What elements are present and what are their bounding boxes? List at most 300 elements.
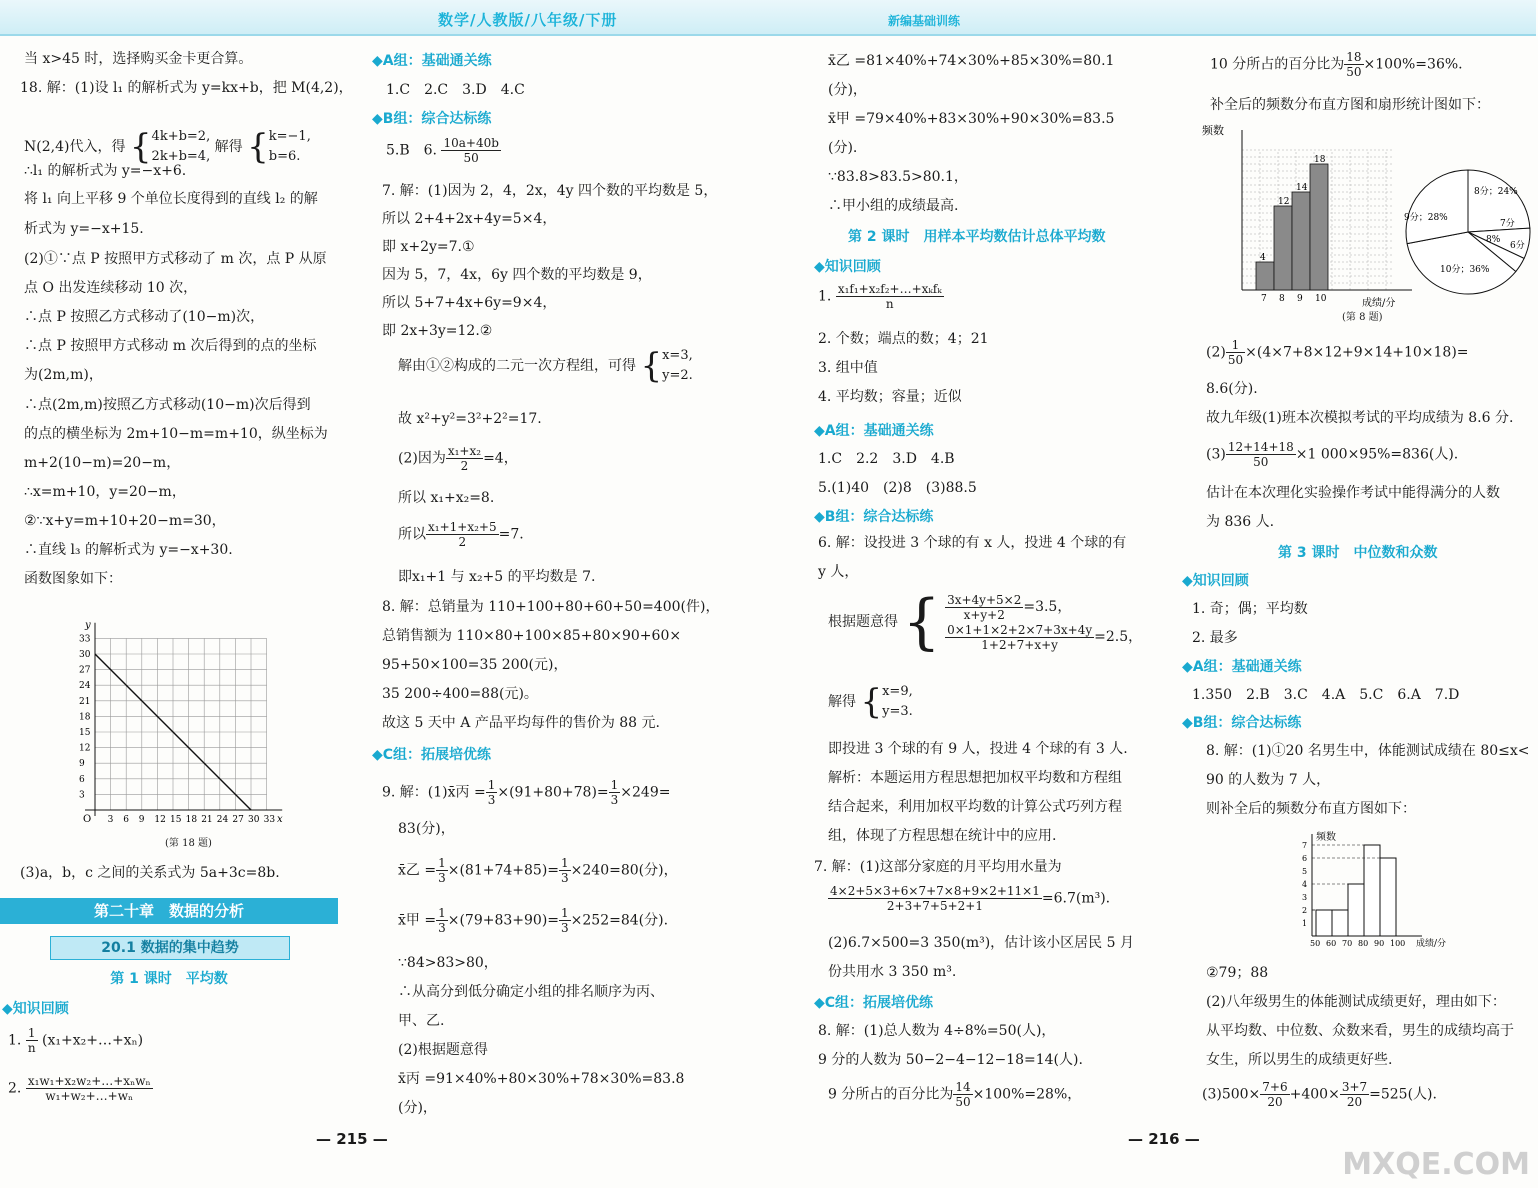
bar (1332, 910, 1348, 936)
fraction (559, 856, 571, 885)
text-line: 将 l₁ 向上平移 9 个单位长度得到的直线 l₂ 的解 (24, 191, 318, 207)
text: (2)因为 (398, 450, 446, 467)
pie-label: 6分 (1510, 241, 1525, 251)
y-tick-label: 9 (79, 759, 85, 770)
section-a: ◆A组：基础通关练 (372, 53, 492, 69)
k1-line (8, 1026, 143, 1055)
line-9a (382, 778, 670, 807)
y-axis-label: 频数 (1202, 124, 1224, 137)
fraction (1344, 50, 1363, 79)
bar (1380, 858, 1396, 936)
x-tick-label: 10 (1315, 294, 1327, 304)
text-line: (2)①∵点 P 按照甲方式移动了 m 次，点 P 从原 (24, 251, 327, 267)
section-b: ◆B组：综合达标练 (1182, 715, 1302, 731)
b6-solve (828, 682, 913, 722)
eq: y=3. (882, 704, 913, 719)
text: =525(人). (1369, 1086, 1437, 1103)
text: ×(81+74+85)= (447, 862, 560, 879)
fraction (559, 906, 571, 935)
numerator: 7+6 (1262, 1080, 1288, 1094)
y-tick-label: 33 (79, 634, 91, 645)
denominator: 2 (460, 459, 469, 473)
y-tick-label: 4 (1302, 880, 1308, 889)
lesson-3-title: 第 3 课时 中位数和众数 (1278, 545, 1438, 561)
x-tick-label: 24 (216, 815, 229, 825)
text-line: ∴l₁ 的解析式为 y=−x+6. (24, 163, 187, 179)
fraction (953, 1080, 972, 1109)
bar-label: 4 (1260, 253, 1266, 263)
k2-line (8, 1074, 153, 1103)
denominator: 3 (561, 871, 569, 885)
text-line: 90 的人数为 7 人， (1206, 772, 1331, 788)
origin-label: O (83, 814, 92, 825)
fraction (609, 778, 621, 807)
fraction (1340, 1080, 1369, 1109)
denominator: 20 (1267, 1095, 1283, 1109)
denominator: 50 (1227, 353, 1244, 367)
y-axis-label: 频数 (1316, 832, 1336, 843)
denominator: 3 (438, 871, 446, 885)
text-line: ②79；88 (1206, 965, 1269, 981)
denominator: 20 (1346, 1095, 1363, 1109)
text-line: 估计在本次理化实验操作考试中能得满分的人数 (1206, 485, 1500, 501)
section-c: ◆C组：拓展培优练 (814, 995, 934, 1011)
section-knowledge: ◆知识回顾 (1182, 573, 1249, 589)
fraction (828, 884, 1042, 913)
denominator: 2+3+7+5+2+1 (886, 899, 983, 913)
pie-chart (1398, 162, 1538, 302)
denominator: 3 (561, 921, 569, 935)
denominator: 1+2+7+x+y (981, 637, 1058, 652)
text: =6.7(m³). (1041, 890, 1111, 907)
text-line: ∴点 P 按照甲方式移动 m 次后得到的点的坐标 (24, 338, 317, 354)
text-line: 补全后的频数分布直方图和扇形统计图如下： (1210, 97, 1490, 113)
numerator: 0×1+1×2+2×7+3x+4y (947, 622, 1093, 637)
text: (3) (1206, 446, 1226, 463)
l1-line (1210, 50, 1463, 79)
numerator: 1 (438, 856, 446, 870)
b8-last-line (1202, 1080, 1437, 1109)
text-line: ∴x=m+10，y=20−m， (24, 484, 186, 500)
fraction (836, 282, 944, 311)
y-axis-label: y (85, 620, 91, 631)
eq: b=6. (268, 149, 301, 164)
y-tick-label: 5 (1302, 867, 1308, 876)
text-line: 所以 2+4+2x+4y=5×4， (382, 211, 557, 227)
x-axis-label: 成绩/分 (1362, 298, 1396, 309)
section-c: ◆C组：拓展培优练 (372, 747, 492, 763)
text: =2.5， (1094, 629, 1143, 645)
l3-line (1206, 338, 1469, 367)
bar (1256, 262, 1274, 290)
numerator: 1 (561, 856, 569, 870)
denominator: 50 (1253, 455, 1269, 469)
bar (1316, 910, 1332, 936)
text-line: 2. 最多 (1192, 630, 1238, 646)
fraction (436, 906, 448, 935)
y-tick-label: 24 (79, 681, 91, 692)
numerator: 3+7 (1341, 1080, 1368, 1094)
text-line: 为 836 人. (1206, 514, 1275, 530)
y-tick-label: 3 (79, 790, 85, 801)
x-tick-label: 70 (1342, 939, 1353, 948)
y-tick-label: 12 (79, 743, 91, 754)
text-line: (分). (828, 140, 858, 156)
text: ×(79+83+90)= (447, 912, 560, 929)
fraction (945, 593, 1023, 622)
numerator: 1 (26, 1026, 38, 1041)
text-line: ∴点 P 按照乙方式移动了(10−m)次， (24, 309, 265, 325)
text: +400× (1289, 1086, 1340, 1103)
bar (1364, 845, 1380, 936)
brace: { (129, 127, 152, 167)
answers-b (386, 136, 501, 165)
text-line: 7. 解：(1)因为 2，4，2x，4y 四个数的平均数是 5， (382, 183, 718, 199)
numerator: 4×2+5×3+6×7+7×8+9×2+11×1 (830, 884, 1040, 898)
text-line: 从平均数、中位数、众数来看，男生的成绩均高于 (1206, 1023, 1514, 1039)
x-axis-label: 成绩/分 (1416, 939, 1447, 949)
text: 解得 (828, 694, 856, 710)
eq: x=3, (662, 348, 693, 363)
x-tick-label: 12 (154, 815, 166, 825)
numerator: 18 (1346, 50, 1362, 64)
x-tick-label: 27 (232, 815, 244, 825)
text-line: 函数图象如下： (24, 571, 122, 587)
fraction (446, 444, 483, 473)
denominator: 50 (463, 151, 479, 165)
x-tick-label: 6 (123, 815, 129, 825)
x-tick-label: 33 (263, 815, 276, 825)
text-line: 当 x>45 时，选择购买金卡更合算。 (24, 51, 253, 67)
text-line: 份共用水 3 350 m³. (828, 964, 957, 980)
denominator: 3 (438, 921, 446, 935)
line-2a (398, 444, 518, 473)
text-line: 解析：本题运用方程思想把加权平均数和方程组 (828, 770, 1122, 786)
line-9c (398, 856, 678, 885)
text-line: m+2(10−m)=20−m， (24, 455, 181, 471)
header-bar (0, 0, 1536, 36)
section-banner: 20.1 数据的集中趋势 (50, 936, 290, 960)
text: ×1 000×95%=836(人). (1295, 446, 1459, 463)
text: =4， (483, 450, 518, 467)
header-brand: 新编基础训练 (888, 14, 961, 28)
lesson-title: 第 1 课时 平均数 (110, 971, 228, 987)
brace: { (902, 587, 941, 657)
denominator: n (885, 297, 894, 311)
page-number-right: — 216 — (1128, 1130, 1200, 1148)
numerator: 1 (561, 906, 569, 920)
y-tick-label: 21 (79, 696, 91, 707)
text-line: (2)根据题意得 (398, 1042, 488, 1058)
answers-a: 1.350 2.B 3.C 4.A 5.C 6.A 7.D (1192, 687, 1460, 703)
text-line: y 人， (818, 564, 859, 580)
section-knowledge: ◆知识回顾 (2, 1001, 69, 1017)
text-line: 故这 5 天中 A 产品平均每件的售价为 88 元. (382, 715, 660, 731)
histogram-chart (1192, 120, 1396, 309)
fraction (1226, 440, 1296, 469)
brace: { (247, 127, 269, 167)
text-line: (3)a，b，c 之间的关系式为 5a+3c=8b. (20, 865, 280, 881)
text: ×100%=36%. (1363, 56, 1463, 73)
text-line: 8. 解：总销量为 110+100+80+60+50=400(件)， (382, 599, 720, 615)
chapter-banner: 第二十章 数据的分析 (0, 898, 338, 924)
numerator: x₁+x₂ (447, 444, 482, 458)
eq: 4k+b=2, (151, 129, 211, 144)
section-b: ◆B组：综合达标练 (372, 111, 492, 127)
text-line: 故 x²+y²=3²+2²=17. (398, 411, 542, 427)
text-line: 因为 5，7，4x，6y 四个数的平均数是 9， (382, 267, 652, 283)
fraction (486, 778, 498, 807)
text-line: 析式为 y=−x+15. (24, 221, 144, 237)
y-tick-label: 6 (1302, 854, 1308, 863)
numerator: 14 (955, 1080, 971, 1094)
eq: y=2. (662, 368, 693, 383)
numerator: x₁f₁+x₂f₂+…+xₖfₖ (837, 282, 942, 296)
text: (3)500× (1202, 1086, 1261, 1103)
text: 9 分所占的百分比为 (828, 1086, 954, 1103)
system-block (24, 127, 311, 167)
numerator: 1 (438, 906, 446, 920)
text-line: ∴从高分到低分确定小组的排名顺序为丙、 (398, 984, 664, 1000)
bar (1310, 164, 1328, 290)
bar-label: 12 (1278, 197, 1290, 207)
brace: { (860, 682, 883, 722)
fraction (426, 520, 499, 549)
text-line: 故九年级(1)班本次模拟考试的平均成绩为 8.6 分. (1206, 410, 1514, 426)
text: x̄乙 = (398, 862, 437, 879)
text: 9. 解：(1)x̄丙 = (382, 784, 486, 801)
text: 解得 (214, 139, 243, 155)
text: ×240=80(分)， (570, 862, 678, 879)
x-tick-label: 100 (1390, 939, 1406, 948)
text-line: 1.C 2.2 3.D 4.B (818, 451, 955, 467)
text-line: 9 分的人数为 50−2−4−12−18=14(人). (818, 1052, 1083, 1068)
x-tick-label: 30 (248, 815, 260, 825)
text-line: 甲、乙. (398, 1013, 445, 1029)
y-tick-label: 27 (79, 665, 91, 676)
numerator: 1 (487, 778, 496, 792)
text-line: 83(分)， (398, 821, 455, 837)
bar-label: 18 (1314, 155, 1326, 165)
x-tick-label: 90 (1374, 939, 1385, 948)
function-graph (65, 610, 295, 830)
text: 所以 (398, 526, 426, 543)
x-tick-label: 21 (201, 815, 213, 825)
text-line: 结合起来，利用加权平均数的计算公式巧列方程 (828, 799, 1122, 815)
text-line: 组，体现了方程思想在统计中的应用. (828, 828, 1057, 844)
text-line: ②∵x+y=m+10+20−m=30， (24, 513, 226, 529)
denominator: n (27, 1041, 36, 1055)
bar (1274, 206, 1292, 290)
fraction (1260, 1080, 1289, 1109)
denominator: 3 (610, 793, 619, 807)
text: (x₁+x₂+…+xₙ) (42, 1032, 144, 1049)
text: 10 分所占的百分比为 (1210, 56, 1345, 73)
section-b: ◆B组：综合达标练 (814, 509, 934, 525)
lesson-2-title: 第 2 课时 用样本平均数估计总体平均数 (848, 229, 1106, 245)
text-line: 18. 解：(1)设 l₁ 的解析式为 y=kx+b，把 M(4,2)， (20, 80, 353, 96)
text: ×100%=28%， (972, 1086, 1082, 1103)
text-line: (分)， (828, 82, 867, 98)
x-tick-label: 15 (170, 815, 182, 825)
text-line: 所以 x₁+x₂=8. (398, 490, 495, 506)
b7-frac-line (828, 884, 1110, 913)
y-tick-label: 3 (1302, 893, 1308, 902)
text-line: x̄甲 =79×40%+83×30%+90×30%=83.5 (828, 111, 1115, 127)
numerator: 1 (610, 778, 619, 792)
text-line: 1. 奇；偶；平均数 (1192, 601, 1308, 617)
text-line: 即 2x+3y=12.② (382, 323, 493, 339)
pie-label: 9分；28% (1404, 213, 1448, 223)
y-tick-label: 7 (1302, 841, 1308, 850)
text: =3.5， (1023, 599, 1072, 615)
solve-line (398, 346, 693, 386)
numerator: x₁w₁+x₂w₂+…+xₙwₙ (27, 1074, 151, 1088)
denominator: x+y+2 (963, 607, 1005, 622)
x-tick-label: 60 (1326, 939, 1337, 948)
x-tick-label: 7 (1261, 294, 1267, 304)
text-line: (2)八年级男生的体能测试成绩更好，理由如下： (1206, 994, 1506, 1010)
text: ×249= (620, 784, 671, 801)
section-knowledge: ◆知识回顾 (814, 259, 881, 275)
y-tick-label: 30 (79, 650, 91, 660)
numerator: 12+14+18 (1227, 440, 1294, 454)
num: 1. (8, 1032, 22, 1049)
pie-label: 10分；36% (1440, 265, 1490, 275)
graph-caption: (第 18 题) (165, 838, 212, 849)
x-tick-label: 9 (138, 815, 145, 825)
chart-caption: (第 8 题) (1342, 312, 1383, 323)
text-line: 7. 解：(1)这部分家庭的月平均用水量为 (814, 859, 1062, 875)
pie-slice (1406, 170, 1468, 244)
denominator: 3 (487, 793, 496, 807)
fraction (945, 623, 1094, 652)
text-line: 6. 解：设投进 3 个球的有 x 人，投进 4 个球的有 (818, 535, 1127, 551)
fraction (26, 1074, 153, 1103)
text: ×252=84(分). (570, 912, 669, 929)
text: 解由①②构成的二元一次方程组，可得 (398, 358, 636, 374)
x-tick-label: 9 (1297, 294, 1303, 304)
text: ×(91+80+78)= (497, 784, 609, 801)
bar (1348, 884, 1364, 936)
numerator: x₁+1+x₂+5 (428, 520, 497, 534)
text-line: 则补全后的频数分布直方图如下： (1206, 801, 1416, 817)
x-tick-label: 50 (1310, 939, 1321, 948)
page-number-left: — 215 — (316, 1130, 388, 1148)
pie-slice (1468, 170, 1530, 232)
section-a: ◆A组：基础通关练 (1182, 659, 1302, 675)
text-line: 的点的横坐标为 2m+10−m=m+10，纵坐标为 (24, 426, 328, 442)
text-line: 5.(1)40 (2)8 (3)88.5 (818, 480, 977, 496)
text-line: ∴直线 l₃ 的解析式为 y=−x+30. (24, 542, 233, 558)
text-line: x̄丙 =91×40%+80×30%+78×30%=83.8 (398, 1071, 685, 1087)
text-line: 35 200÷400=88(元)。 (382, 686, 538, 702)
section-a: ◆A组：基础通关练 (814, 423, 934, 439)
text-line: 8. 解：(1)总人数为 4÷8%=50(人)， (818, 1023, 1056, 1039)
text-line: 女生，所以男生的成绩更好些. (1206, 1052, 1393, 1068)
brace: { (640, 346, 663, 386)
text-line: (2)6.7×500=3 350(m³)，估计该小区居民 5 月 (828, 935, 1134, 951)
histogram-chart-2 (1292, 826, 1452, 956)
pie-label: 8分；24% (1474, 187, 1518, 197)
y-tick-label: 1 (1302, 919, 1308, 928)
bar-label: 14 (1296, 183, 1308, 193)
text-line: ∴点(2m,m)按照乙方式移动(10−m)次后得到 (24, 397, 311, 413)
text-line: 3. 组中值 (818, 360, 878, 376)
fraction (1226, 338, 1245, 367)
text-line: 95+50×100=35 200(元)， (382, 657, 568, 673)
numerator: 1 (1226, 338, 1245, 353)
c8c-line (828, 1080, 1081, 1109)
text-line: N(2,4)代入，得 (24, 139, 126, 155)
fraction (436, 856, 448, 885)
text-line: 8.6(分). (1206, 381, 1258, 397)
eq: 2k+b=4, (151, 149, 211, 164)
pie-label: 7分 (1500, 219, 1515, 229)
text-line: ∵83.8>83.5>80.1， (828, 169, 968, 185)
y-tick-label: 15 (79, 728, 91, 738)
text-line: ∵84>83>80， (398, 955, 498, 971)
numerator: 3x+4y+5×2 (947, 592, 1022, 607)
text: x̄甲 = (398, 912, 437, 929)
text: ×(4×7+8×12+9×14+10×18)= (1245, 344, 1469, 361)
answers-a: 1.C 2.C 3.D 4.C (386, 82, 525, 98)
bar (1292, 192, 1310, 290)
denominator: w₁+w₂+…+wₙ (45, 1089, 134, 1103)
text-line: ∴甲小组的成绩最高. (828, 198, 959, 214)
x-axis-label: x (277, 814, 283, 825)
text-line: 2. 个数；端点的数；4；21 (818, 331, 989, 347)
y-tick-label: 18 (79, 712, 91, 723)
x-tick-label: 80 (1358, 939, 1369, 948)
text-line: 4. 平均数；容量；近似 (818, 389, 962, 405)
text: 5.B 6. (386, 142, 438, 159)
b6-system (828, 587, 1143, 657)
x-tick-label: 3 (107, 815, 114, 825)
x-tick-label: 18 (185, 815, 198, 825)
line-9d (398, 906, 668, 935)
text: 根据题意得 (828, 614, 898, 630)
k1-line (818, 282, 944, 311)
l5-line (1206, 440, 1458, 469)
eq: k=−1, (268, 129, 311, 144)
fraction (26, 1026, 38, 1055)
x-tick-label: 8 (1279, 294, 1285, 304)
text-line: 点 O 出发连续移动 10 次， (24, 280, 198, 296)
text-line: 所以 5+7+4x+6y=9×4， (382, 295, 557, 311)
text-line: x̄乙 =81×40%+74×30%+85×30%=80.1 (828, 53, 1115, 69)
text-line: 即投进 3 个球的有 9 人，投进 4 个球的有 3 人. (828, 741, 1128, 757)
text-line: 8. 解：(1)①20 名男生中，体能测试成绩在 80≤x< (1206, 743, 1530, 759)
line-2c (398, 520, 524, 549)
y-tick-label: 6 (79, 774, 85, 785)
text-line: 即x₁+1 与 x₂+5 的平均数是 7. (398, 569, 596, 585)
text-line: 总销售额为 110×80+100×85+80×90+60× (382, 628, 682, 644)
header-title: 数学/人教版/八年级/下册 (438, 11, 618, 29)
denominator: 50 (955, 1095, 971, 1109)
fraction (441, 136, 500, 165)
num: 1. (818, 288, 832, 305)
num: 2. (8, 1080, 22, 1097)
eq: x=9, (882, 684, 913, 699)
pie-label: 8% (1486, 235, 1501, 245)
denominator: 2 (458, 535, 467, 549)
numerator: 10a+40b (443, 136, 499, 150)
denominator: 50 (1346, 65, 1362, 79)
y-tick-label: 2 (1302, 906, 1308, 915)
text: (2) (1206, 344, 1226, 361)
text-line: (分)， (398, 1100, 437, 1116)
